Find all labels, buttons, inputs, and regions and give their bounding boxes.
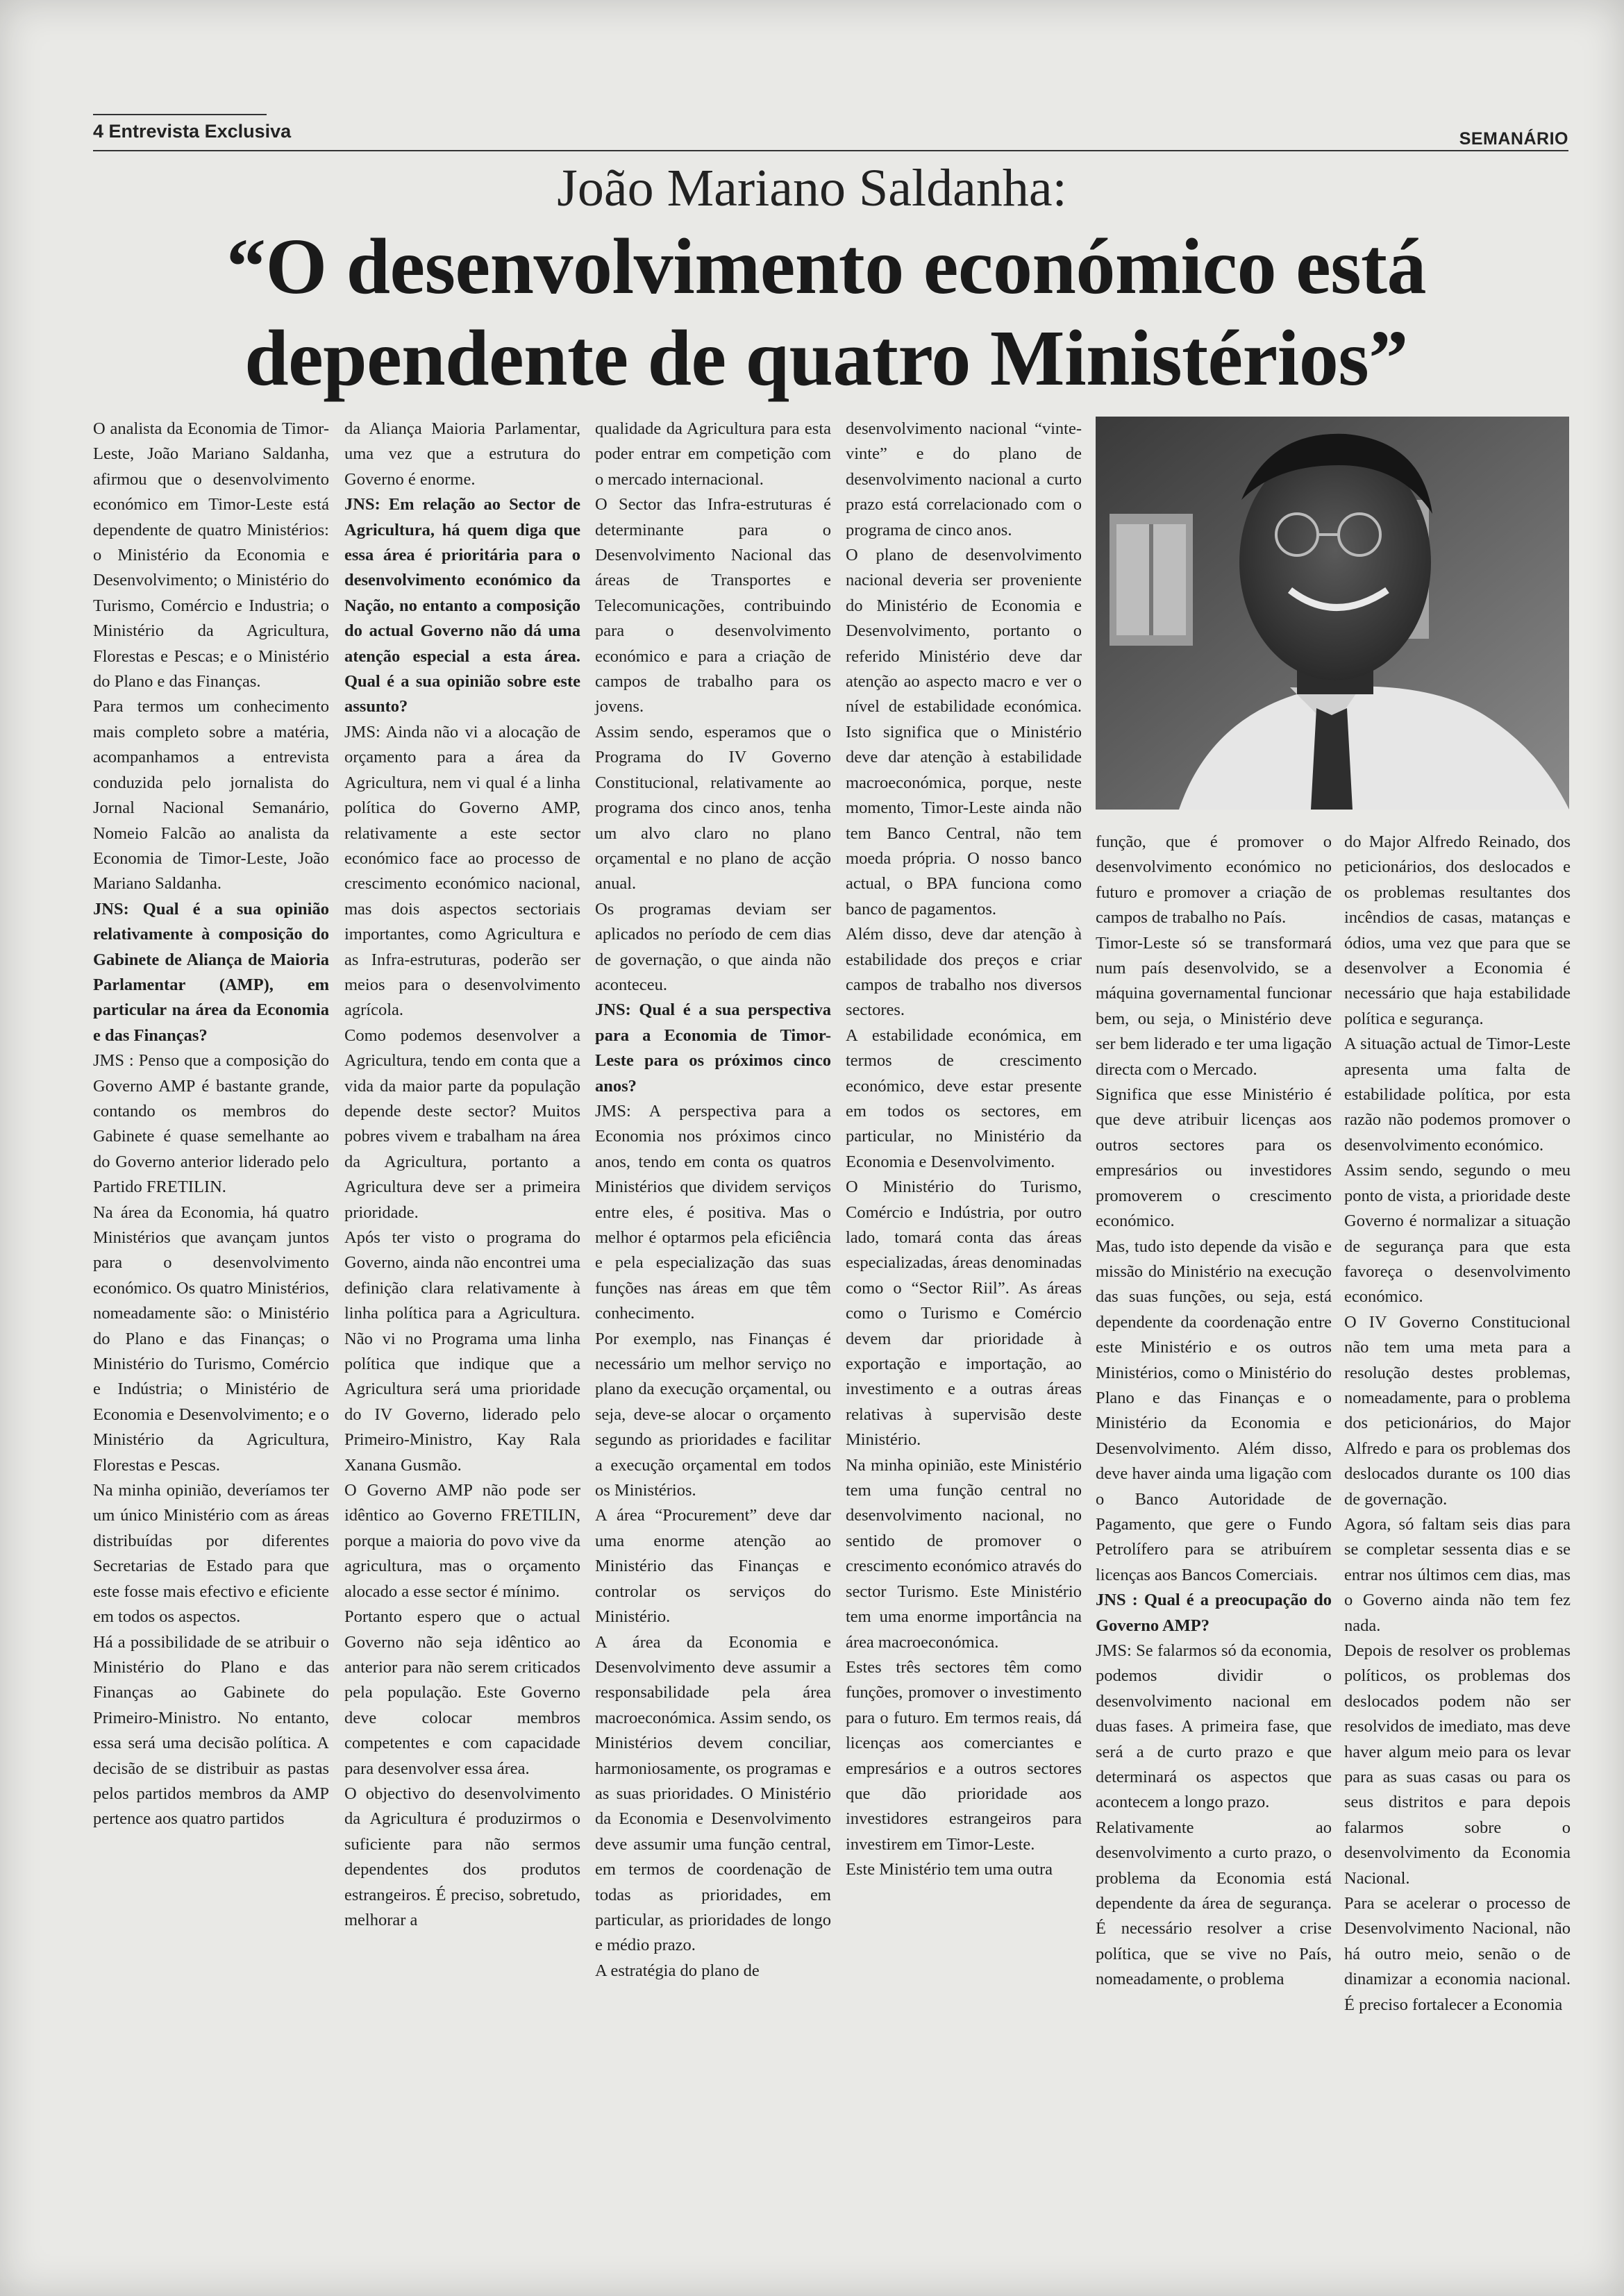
text-column-6 [1344, 830, 1571, 2018]
paragraph: A estratégia do plano de [595, 1961, 760, 1980]
paragraph: A área “Procurement” deve dar uma enorme atenção ao Ministério das Finanças e controlar os serviços do Ministério. [595, 1506, 831, 1627]
headline-quote: “O desenvolvimento económico está dependente de quatro Ministérios” [226, 222, 1427, 402]
paragraph: Por exemplo, nas Finanças é necessário um melhor serviço no plano da execução orçamental, ou seja, deve-se alocar o orçamento segundo as prioridades e facilitar a execução orçamental em todos os Ministérios. [595, 1329, 831, 1500]
interview-question: JNS : Qual é a preocupação do Governo AMP? [1096, 1591, 1332, 1635]
paragraph: Agora, só faltam seis dias para se completar sessenta dias e se entrar nos últimos cem dias, mas o Governo ainda não tem fez nada. [1344, 1514, 1571, 1635]
paragraph: Como podemos desenvolver a Agricultura, tendo em conta que a vida da maior parte da população depende deste sector? Muitos pobres vivem e trabalham na área da Agricultura, portanto a Agricultura deve ser a primeira prioridade. [344, 1025, 580, 1222]
paragraph: O objectivo do desenvolvimento da Agricultura é produzirmos o suficiente para não sermos dependentes dos produtos estrangeiros. É preciso, sobretudo, melhorar a [344, 1784, 580, 1929]
paragraph: do Major Alfredo Reinado, dos peticionários, dos deslocados e os problemas resultantes dos incêndios de casas, matanças e ódios, uma vez que para que se desenvolver a Economia é necessário que haja estabilidade política e segurança. [1344, 832, 1571, 1028]
paragraph: O plano de desenvolvimento nacional deveria ser proveniente do Ministério de Economia e Desenvolvimento, portanto o referido Ministério deve dar atenção ao aspecto macro e ver o nível de estabilidade económica. Isto significa que o Ministério deve dar atenção à estabilidade macroeconómica, porque, neste momento, Timor-Leste ainda não tem Banco Central, não tem moeda própria. O nosso banco actual, o BPA funciona como banco de pagamentos. [846, 546, 1082, 919]
paragraph: Portanto espero que o actual Governo não seja idêntico ao anterior para não serem criticados pela população. Este Governo deve colocar membros competentes e com capacidade para desenvolver essa área. [344, 1607, 580, 1778]
paragraph: Os programas deviam ser aplicados no período de cem dias de governação, o que ainda não aconteceu. [595, 899, 831, 994]
paragraph: O analista da Economia de Timor-Leste, João Mariano Saldanha, afirmou que o desenvolvimento económico em Timor-Leste está dependente de quatro Ministérios: o Ministério da Economia e Desenvolvimento; o Ministério do Turismo, Comércio e Industria; o Ministério da Agricultura, Florestas e Pescas; e o Ministério do Plano e das Finanças. [93, 419, 329, 692]
paragraph: Assim sendo, segundo o meu ponto de vista, a prioridade deste Governo é normalizar a situação de segurança para que esta favoreça o desenvolvimento económico. [1344, 1161, 1571, 1307]
text-column-4 [846, 417, 1082, 1883]
paragraph: desenvolvimento nacional “vinte-vinte” e do plano de desenvolvimento nacional a curto prazo está correlacionado com o programa de cinco anos. [846, 419, 1082, 539]
section-label: 4 Entrevista Exclusiva [93, 121, 292, 142]
paragraph: A situação actual de Timor-Leste apresenta uma falta de estabilidade política, por esta razão não podemos promover o desenvolvimento económico. [1344, 1034, 1571, 1155]
paragraph: Assim sendo, esperamos que o Programa do IV Governo Constitucional, relativamente ao programa dos cinco anos, tenha um alvo claro no plano orçamental e no plano de acção anual. [595, 722, 831, 894]
paragraph: O Governo AMP não pode ser idêntico ao Governo FRETILIN, porque a maioria do povo vive da agricultura, mas o orçamento alocado a esse sector é mínimo. [344, 1481, 580, 1601]
paragraph: O IV Governo Constitucional não tem uma meta para a resolução destes problemas, nomeadamente, para o problema dos peticionários, do Major Alfredo e para os problemas dos deslocados durante os 100 dias de governação. [1344, 1312, 1571, 1509]
paragraph: Além disso, deve dar atenção à estabilidade dos preços e criar campos de trabalho nos diversos sectores. [846, 925, 1082, 1020]
paragraph: Na minha opinião, deveríamos ter um único Ministério com as áreas distribuídas por diferentes Secretarias de Estado para que este fosse mais efectivo e eficiente em todos os aspectos. [93, 1481, 329, 1627]
interview-question: JNS: Qual é a sua perspectiva para a Economia de Timor-Leste para os próximos cinco anos? [595, 1000, 831, 1096]
paragraph: Timor-Leste só se transformará num país desenvolvido, se a máquina governamental funcionar bem, ou seja, o Ministério deve ser bem liderado e ter uma ligação directa com o Mercado. [1096, 933, 1332, 1079]
publication-name: SEMANÁRIO [1459, 129, 1568, 149]
paragraph: Na minha opinião, este Ministério tem uma função central no desenvolvimento nacional, no sentido de promover o crescimento económico através do sector Turismo. Este Ministério tem uma enorme importância na área macroeconómica. [846, 1455, 1082, 1652]
header-overline [93, 114, 267, 115]
paragraph: Para se acelerar o processo de Desenvolvimento Nacional, não há outro meio, senão o de dinamizar a economia nacional. É preciso fortalecer a Economia [1344, 1894, 1571, 2014]
text-column-5 [1096, 830, 1332, 1993]
paragraph: Para termos um conhecimento mais completo sobre a matéria, acompanhamos a entrevista conduzida pelo jornalista do Jornal Nacional Semanário, Nomeio Falcão ao analista da Economia de Timor-Leste, João Mariano Saldanha. [93, 697, 329, 894]
paragraph: Significa que esse Ministério é que deve atribuir licenças aos outros sectores para os empresários ou investidores promoverem o crescimento económico. [1096, 1085, 1332, 1231]
text-column-3 [595, 417, 831, 1984]
paragraph: qualidade da Agricultura para esta poder entrar em competição com o mercado internacional. [595, 419, 831, 489]
interview-question: JNS: Em relação ao Sector de Agricultura, há quem diga que essa área é prioritária para o desenvolvimento económico da Nação, no entanto a composição do actual Governo não dá uma atenção especial a esta área. Qual é a sua opinião sobre este assunto? [344, 495, 580, 717]
paragraph: JMS: Ainda não vi a alocação de orçamento para a área da Agricultura, nem vi qual é a linha política do Governo AMP, relativamente a este sector económico face ao processo de crescimento económico nacional, mas dois aspectos sectoriais importantes, como Agricultura e as Infra-estruturas, poderão ser meios para o desenvolvimento agrícola. [344, 722, 580, 1020]
paragraph: Depois de resolver os problemas políticos, os problemas dos deslocados podem não ser resolvidos de imediato, mas deve haver algum meio para os levar para as suas casas ou para os seus distritos e para depois falarmos sobre o desenvolvimento da Economia Nacional. [1344, 1641, 1571, 1888]
paragraph: Este Ministério tem uma outra [846, 1860, 1053, 1879]
paragraph: A estabilidade económica, em termos de crescimento económico, deve estar presente em todos os sectores, em particular, no Ministério da Economia e Desenvolvimento. [846, 1025, 1082, 1171]
headline-name: João Mariano Saldanha: [557, 159, 1067, 217]
paragraph: da Aliança Maioria Parlamentar, uma vez que a estrutura do Governo é enorme. [344, 419, 580, 489]
paragraph: Há a possibilidade de se atribuir o Ministério do Plano e das Finanças ao Gabinete do Primeiro-Ministro. No entanto, essa será uma decisão política. A decisão de se distribuir as pastas pelos partidos membros da AMP pertence aos quatro partidos [93, 1632, 329, 1829]
text-column-2 [344, 417, 580, 1933]
paragraph: função, que é promover o desenvolvimento económico no futuro e promover a criação de campos de trabalho no País. [1096, 832, 1332, 928]
section-header [93, 121, 291, 142]
paragraph: Na área da Economia, há quatro Ministérios que avançam juntos para o desenvolvimento económico. Os quatro Ministérios, nomeadamente são: o Ministério do Plano e das Finanças; o Ministério do Turismo, Comércio e Indústria; o Ministério de Economia e Desenvolvimento; e o Ministério da Agricultura, Florestas e Pescas. [93, 1203, 329, 1475]
paragraph: A área da Economia e Desenvolvimento deve assumir a responsabilidade pela área macroeconómica. Assim sendo, os Ministérios devem conciliar, harmoniosamente, os programas e as suas prioridades. O Ministério da Economia e Desenvolvimento deve assumir uma função central, em termos de coordenação de todas as prioridades, em particular, as prioridades de longo e médio prazo. [595, 1632, 831, 1955]
text-column-1 [93, 417, 329, 1832]
paragraph: Estes três sectores têm como funções, promover o investimento para o futuro. Em termos reais, dá licenças aos comerciantes e empresários e a outros sectores que dão prioridade aos investidores estrangeiros para investirem em Timor-Leste. [846, 1657, 1082, 1854]
interview-question: JNS: Qual é a sua opinião relativamente à composição do Gabinete de Aliança de Maioria Parlamentar (AMP), em particular na área da Economia e das Finanças? [93, 899, 329, 1045]
paragraph: Mas, tudo isto depende da visão e missão do Ministério na execução das suas funções, ou seja, está dependente da coordenação entre este Ministério e os outros Ministérios, como o Ministério do Plano e das Finanças e o Ministério da Economia e Desenvolvimento. Além disso, deve haver ainda uma ligação com o Banco Autoridade de Pagamento, que gere o Fundo Petrolífero para se atribuírem licenças aos Bancos Comerciais. [1096, 1237, 1332, 1584]
paragraph: O Ministério do Turismo, Comércio e Indústria, por outro lado, tomará conta das áreas especializadas, áreas denominadas como o “Sector Riil”. As áreas como o Turismo e Comércio devem dar prioridade à exportação e importação, ao investimento e a outras áreas relativas à supervisão deste Ministério. [846, 1178, 1082, 1450]
header-rule [93, 150, 1568, 151]
paragraph: Após ter visto o programa do Governo, ainda não encontrei uma definição clara relativamente à linha política para a Agricultura. Não vi no Programa uma linha política que indique que a Agricultura será uma prioridade do IV Governo, liderado pelo Primeiro-Ministro, Kay Rala Xanana Gusmão. [344, 1228, 580, 1475]
paragraph: JMS : Penso que a composição do Governo AMP é bastante grande, contando os membros do Gabinete é quase semelhante ao do Governo anterior liderado pelo Partido FRETILIN. [93, 1051, 329, 1197]
interviewee-photo [1096, 417, 1569, 810]
paragraph: JMS: Se falarmos só da economia, podemos dividir o desenvolvimento nacional em duas fases. A primeira fase, que será a de curto prazo e que determinará os aspectos que acontecem a longo prazo. [1096, 1641, 1332, 1812]
paragraph: JMS: A perspectiva para a Economia nos próximos cinco anos, tendo em conta os quatros Ministérios que dividem serviços entre eles, é positiva. Mas o melhor é optarmos pela eficiência e pela especialização das suas funções nas áreas em que têm conhecimento. [595, 1101, 831, 1323]
paragraph: Relativamente ao desenvolvimento a curto prazo, o problema da Economia está dependente da área de segurança. É necessário resolver a crise política, que se vive no País, nomeadamente, o problema [1096, 1818, 1332, 1989]
paragraph: O Sector das Infra-estruturas é determinante para o Desenvolvimento Nacional das áreas de Transportes e Telecomunicações, contribuindo para o desenvolvimento económico e para a criação de campos de trabalho para os jovens. [595, 495, 831, 717]
